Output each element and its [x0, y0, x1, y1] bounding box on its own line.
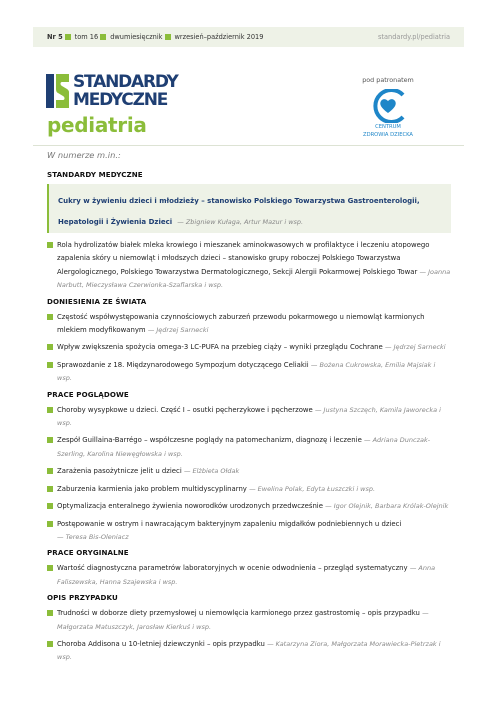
article-title: Trudności w doborze diety przemysłowej u niemowlęcia karmionego przez gastrostomię – opis przypadku — [57, 609, 420, 618]
article-authors: — Bożena Cukrowska, Emilia Majsiak i wsp. — [57, 360, 436, 383]
patronage-label: pod patronatem — [362, 76, 414, 84]
square-bullet-icon — [65, 34, 71, 40]
article-authors: — Jędrzej Sarnecki — [385, 343, 446, 352]
article-item[interactable] — [47, 404, 451, 431]
article-authors: — Anna Faliszewska, Hanna Szajewska i wsp. — [57, 564, 436, 586]
article-item[interactable] — [47, 239, 451, 293]
article-title: Rola hydrolizatów białek mleka krowiego i mieszanek aminokwasowych w profilaktyce i leczeniu atopowego zapalenia skóry u niemowląt i młodszych dzieci – stanowisko grupy roboczej Polskiego Towarzystwa Alergologicznego, Polskiego Towarzystwa Dermatologicznego, Sekcji Alergii Pokarmowej Polskiego Towar — [57, 241, 430, 276]
article-authors: — Jędrzej Sarnecki — [147, 326, 209, 335]
square-bullet-icon — [47, 437, 53, 443]
article-title: Optymalizacja enteralnego żywienia noworodków urodzonych przedwcześnie — [57, 502, 323, 511]
square-bullet-icon — [47, 610, 53, 616]
contents-list — [47, 150, 451, 669]
article-title: Wartość diagnostyczna parametrów laboratoryjnych w ocenie odwodnienia – przegląd systematyczny — [57, 564, 408, 573]
logo-line-2: MEDYCZNE — [73, 90, 168, 110]
article-authors: — Katarzyna Ziora, Małgorzata Morawiecka-Pietrzak i wsp. — [57, 639, 441, 662]
article-item[interactable] — [47, 607, 451, 634]
article-authors: — Joanna Narbutt, Mieczysława Czerwionka-Szaflarska i wsp. — [57, 267, 451, 290]
article-title: Choroby wysypkowe u dzieci. Część I – osutki pęcherzykowe i pęcherzowe — [57, 405, 313, 414]
section-title: PRACE POGLĄDOWE — [47, 389, 129, 399]
article-authors: — Zbigniew Kułaga, Artur Mazur i wsp. — [177, 218, 304, 226]
centrum-zdrowia-dziecka-logo-icon — [369, 89, 407, 123]
article-item[interactable] — [47, 311, 451, 338]
section-title: PRACE ORYGINALNE — [47, 548, 129, 558]
article-title: Cukry w żywieniu dzieci i młodzieży – stanowisko Polskiego Towarzystwa Gastroenterologii, Hepatologii i Żywienia Dzieci — [58, 197, 420, 226]
article-title: Częstość współwystępowania czynnościowych zaburzeń przewodu pokarmowego u niemowląt karmionych mlekiem modyfikowanym — [57, 312, 425, 335]
patronage-block — [356, 76, 420, 138]
featured-article[interactable] — [47, 184, 451, 233]
article-authors: — Adriana Dunczak-Szerling, Karolina Niewęgłowska i wsp. — [57, 436, 431, 458]
article-item[interactable] — [47, 341, 451, 354]
square-bullet-icon — [47, 521, 53, 527]
article-authors: — Ewelina Polak, Edyta Łuszczki i wsp. — [249, 484, 376, 493]
frequency: dwumiesięcznik — [110, 33, 163, 41]
article-item[interactable] — [47, 359, 451, 386]
article-authors: — Justyna Szczęch, Kamila Jaworecka i wsp. — [57, 405, 441, 428]
journal-title: pediatria — [47, 113, 147, 137]
issue-header-bar — [33, 27, 464, 47]
site-link[interactable]: standardy.pl/pediatria — [377, 33, 450, 41]
article-authors: — Małgorzata Matuszczyk, Jarosław Kierkuś i wsp. — [57, 609, 429, 631]
article-title: Zarażenia pasożytnicze jelit u dzieci — [57, 467, 182, 476]
logo-line-1: STANDARDY — [73, 72, 178, 92]
article-title: Sprawozdanie z 18. Międzynarodowego Sympozjum dotyczącego Celiakii — [57, 360, 309, 369]
square-bullet-icon — [165, 34, 171, 40]
article-item[interactable] — [47, 638, 451, 665]
square-bullet-icon — [47, 344, 53, 350]
standardy-medyczne-logo — [46, 72, 206, 110]
article-item[interactable] — [47, 500, 451, 513]
issue-period: wrzesień–październik 2019 — [174, 33, 264, 41]
square-bullet-icon — [47, 486, 53, 492]
article-title: Zaburzenia karmienia jako problem multidyscyplinarny — [57, 484, 247, 493]
patron-name-line-2: ZDROWIA DZIECKA — [363, 131, 413, 138]
square-bullet-icon — [47, 503, 53, 509]
article-authors: — Elżbieta Ołdak — [183, 467, 240, 476]
square-bullet-icon — [47, 468, 53, 474]
square-bullet-icon — [47, 565, 53, 571]
divider — [33, 145, 464, 146]
square-bullet-icon — [47, 407, 53, 413]
article-title: Postępowanie w ostrym i nawracającym bakteryjnym zapaleniu migdałków podniebiennych u dzieci — [57, 519, 402, 528]
article-item[interactable] — [47, 465, 451, 478]
volume: tom 16 — [74, 33, 99, 41]
square-bullet-icon — [47, 362, 53, 368]
article-title: Zespół Guillaina-Barrégo – współczesne poglądy na patomechanizm, diagnozę i leczenie — [57, 436, 362, 445]
article-item[interactable] — [47, 483, 451, 496]
article-title: Choroba Addisona u 10-letniej dziewczynki – opis przypadku — [57, 639, 265, 648]
article-item[interactable] — [47, 434, 451, 461]
article-item[interactable] — [47, 518, 451, 545]
square-bullet-icon — [47, 242, 53, 248]
square-bullet-icon — [100, 34, 106, 40]
logo-mark-icon — [46, 74, 69, 108]
article-authors: — Teresa Bis-Oleniacz — [57, 532, 129, 541]
contents-intro: W numerze m.in.: — [47, 150, 121, 160]
section-title: DONIESIENIA ZE ŚWIATA — [47, 296, 147, 306]
patron-name-line-1: CENTRUM — [375, 124, 401, 130]
section-title: OPIS PRZYPADKU — [47, 593, 118, 603]
section-title: STANDARDY MEDYCZNE — [47, 170, 143, 179]
article-authors: — Igor Olejnik, Barbara Królak-Olejnik — [325, 502, 449, 511]
square-bullet-icon — [47, 641, 53, 647]
issue-number: Nr 5 — [47, 33, 63, 41]
article-item[interactable] — [47, 562, 451, 589]
article-title: Wpływ zwiększenia spożycia omega-3 LC-PUFA na przebieg ciąży – wyniki przeglądu Cochrane — [57, 343, 383, 352]
square-bullet-icon — [47, 314, 53, 320]
